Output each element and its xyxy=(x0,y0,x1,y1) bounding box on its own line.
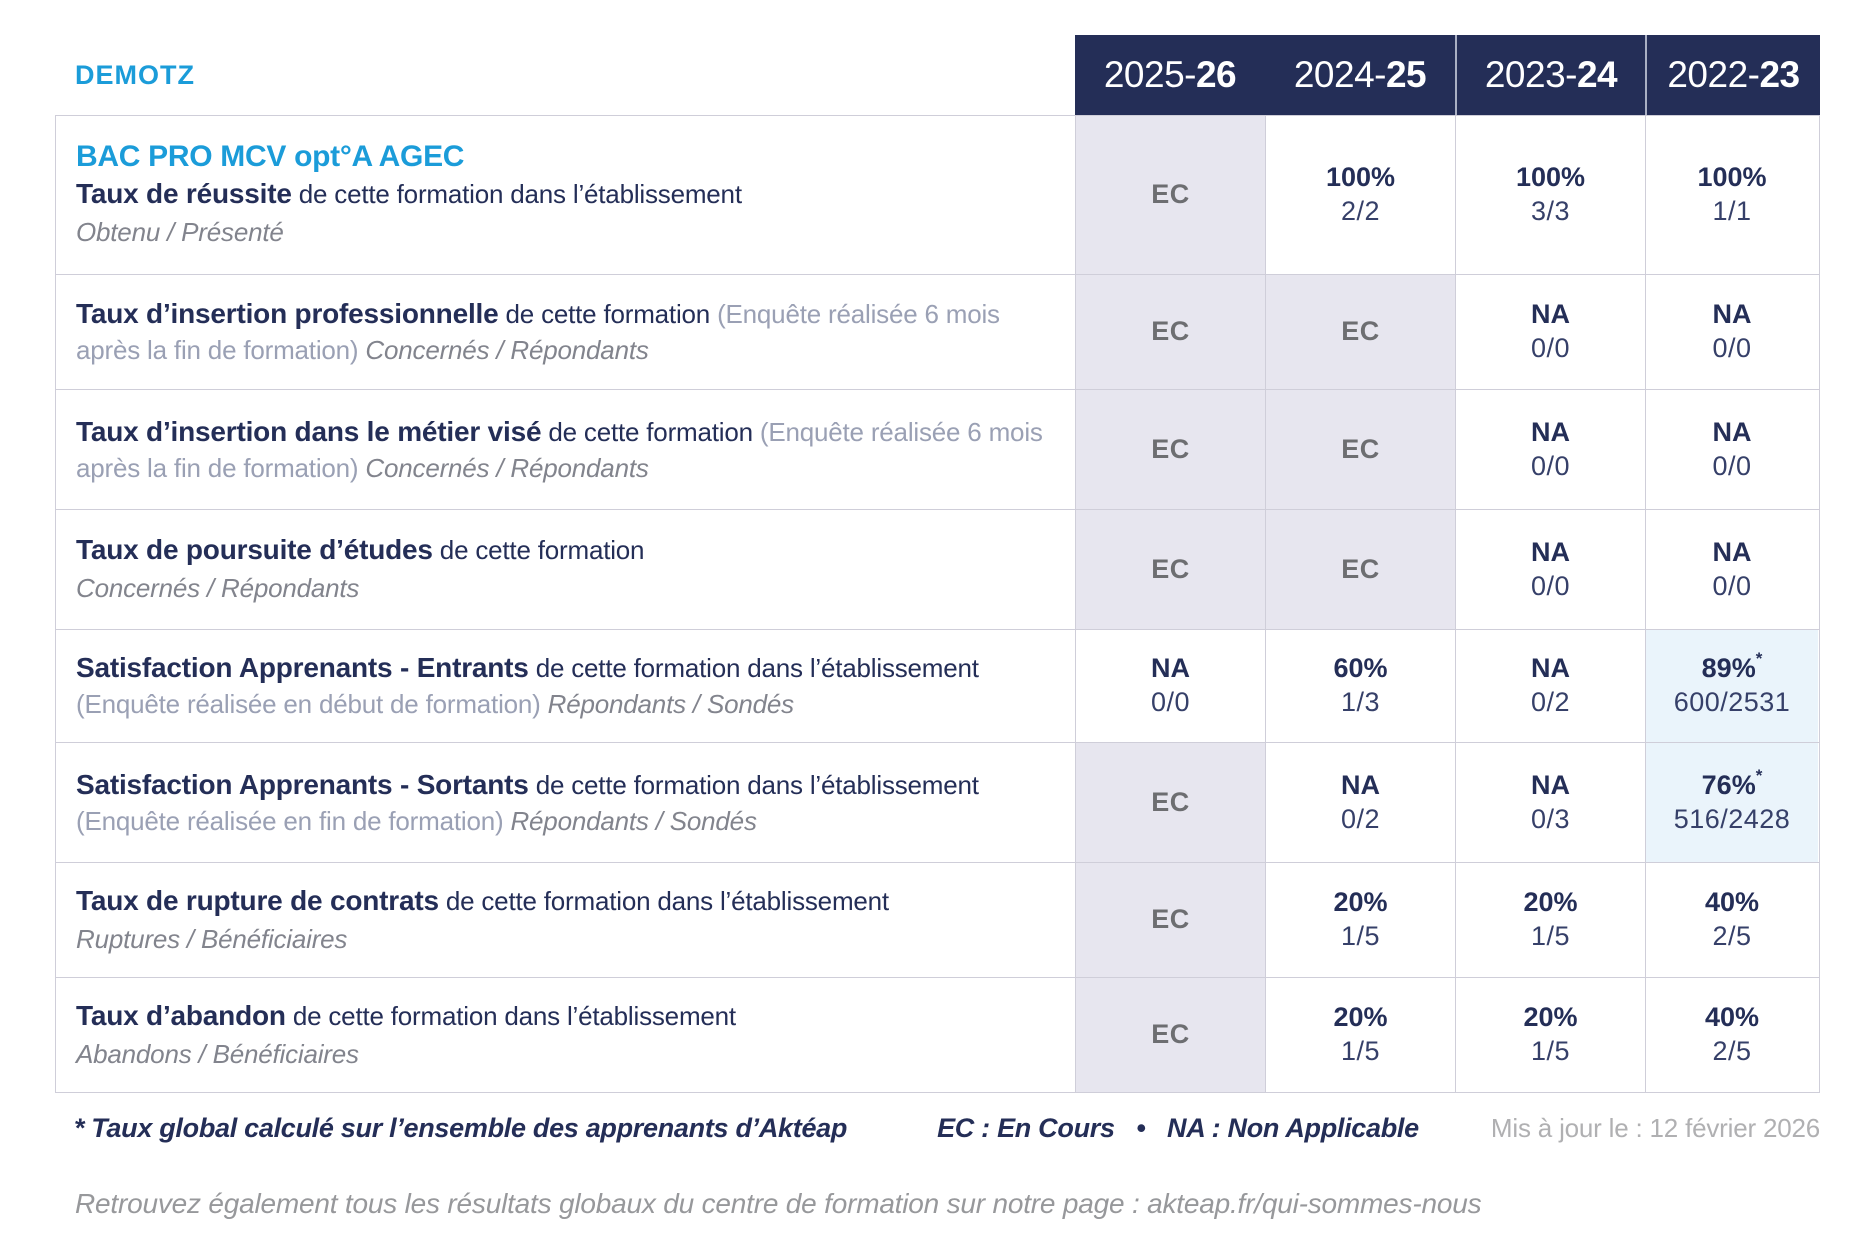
stat-cell: 40% 2/5 xyxy=(1645,863,1818,977)
indicator-title: Taux d’abandon xyxy=(76,999,286,1031)
stat-cell: NA 0/2 xyxy=(1455,630,1645,742)
row-label: Taux de rupture de contrats de cette formation dans l’établissement Ruptures / Bénéficiaires xyxy=(56,863,1075,977)
indicator-subtitle: Obtenu / Présenté xyxy=(76,216,284,247)
brand-name: DEMOTZ xyxy=(75,59,195,90)
stat-cell: 40% 2/5 xyxy=(1645,978,1818,1092)
website-note: Retrouvez également tous les résultats globaux du centre de formation sur notre page : akteap.fr/qui-sommes-nous xyxy=(75,1188,1482,1219)
table-row xyxy=(56,977,1819,1092)
stat-cell: 100% 2/2 xyxy=(1265,116,1455,274)
year-header-2022-23: 2022- 23 xyxy=(1645,35,1820,115)
table-row xyxy=(56,509,1819,629)
row-label: Satisfaction Apprenants - Sortants de cette formation dans l’établissement (Enquête réalisée en fin de formation) Répondants / Sondés xyxy=(76,768,979,836)
stat-cell: 20% 1/5 xyxy=(1265,863,1455,977)
table-row xyxy=(56,116,1819,274)
stat-cell: 20% 1/5 xyxy=(1265,978,1455,1092)
indicator-title: Taux de rupture de contrats xyxy=(76,884,439,916)
table-row xyxy=(56,389,1819,509)
table-row xyxy=(56,862,1819,977)
year-header-2025-26: 2025- 26 xyxy=(1075,35,1265,115)
indicator-title: Taux d’insertion professionnelle xyxy=(76,298,499,330)
row-label: Taux d’abandon de cette formation dans l’établissement Abandons / Bénéficiaires xyxy=(56,978,1075,1092)
stat-cell: EC xyxy=(1075,116,1265,274)
stat-cell: NA 0/0 xyxy=(1075,630,1265,742)
stat-cell: EC xyxy=(1265,510,1455,629)
stat-cell: 100% 3/3 xyxy=(1455,116,1645,274)
stat-cell: EC xyxy=(1265,275,1455,389)
stat-cell: EC xyxy=(1075,510,1265,629)
stat-cell: EC xyxy=(1075,390,1265,509)
stat-cell: NA 0/0 xyxy=(1455,390,1645,509)
asterisk: * xyxy=(75,1113,86,1143)
stat-cell: EC xyxy=(1075,863,1265,977)
table-row xyxy=(56,742,1819,862)
stat-cell-global: 89%* 600/2531 xyxy=(1645,630,1818,742)
stat-cell: EC xyxy=(1265,390,1455,509)
stat-cell-global: 76%* 516/2428 xyxy=(1645,743,1818,862)
stat-cell: 60% 1/3 xyxy=(1265,630,1455,742)
stat-cell: 100% 1/1 xyxy=(1645,116,1818,274)
stat-cell: NA 0/0 xyxy=(1455,510,1645,629)
stat-cell: NA 0/2 xyxy=(1265,743,1455,862)
year-header-2023-24: 2023- 24 xyxy=(1455,35,1645,115)
indicator-title: Taux de poursuite d’études xyxy=(76,534,433,566)
table-row xyxy=(56,274,1819,389)
footnote-bar xyxy=(55,1113,1820,1144)
indicator-subtitle: Concernés / Répondants xyxy=(76,573,360,604)
stat-cell: EC xyxy=(1075,275,1265,389)
row-label: Taux d’insertion dans le métier visé de cette formation (Enquête réalisée 6 mois après la fin de formation) Concernés / Répondants xyxy=(76,415,1043,483)
stat-cell: NA 0/0 xyxy=(1455,275,1645,389)
abbreviation-legend: EC : En Cours • NA : Non Applicable xyxy=(937,1113,1419,1143)
indicator-subtitle: Abandons / Bénéficiaires xyxy=(76,1038,359,1069)
stat-cell: NA 0/0 xyxy=(1645,275,1818,389)
stat-cell: EC xyxy=(1075,978,1265,1092)
indicator-title: Satisfaction Apprenants - Sortants xyxy=(76,768,529,800)
table-row xyxy=(56,629,1819,742)
indicator-title: Taux de réussite xyxy=(76,177,292,209)
row-label: Taux de poursuite d’études de cette formation Concernés / Répondants xyxy=(56,510,1075,629)
global-rate-footnote: * Taux global calculé sur l’ensemble des apprenants d’Aktéap xyxy=(75,1113,848,1143)
last-updated: Mis à jour le : 12 février 2026 xyxy=(1490,1113,1820,1143)
indicator-title: Satisfaction Apprenants - Entrants xyxy=(76,652,529,684)
row-label: Taux d’insertion professionnelle de cette formation (Enquête réalisée 6 mois après la fin de formation) Concernés / Répondants xyxy=(76,298,1000,366)
footnote-star: * xyxy=(1755,765,1763,785)
program-title: BAC PRO MCV opt°A AGEC xyxy=(76,139,465,173)
results-table xyxy=(55,115,1820,1093)
row-label: Satisfaction Apprenants - Entrants de cette formation dans l’établissement (Enquête réalisée en début de formation) Répondants / Sondés xyxy=(76,652,979,720)
header-bar xyxy=(55,35,1820,115)
stat-cell: EC xyxy=(1075,743,1265,862)
footnote-star: * xyxy=(1755,649,1763,669)
indicator-title: Taux d’insertion dans le métier visé xyxy=(76,415,542,447)
stat-cell: NA 0/0 xyxy=(1645,510,1818,629)
year-header-2024-25: 2024- 25 xyxy=(1265,35,1455,115)
stat-cell: 20% 1/5 xyxy=(1455,863,1645,977)
stat-cell: NA 0/0 xyxy=(1645,390,1818,509)
stat-cell: 20% 1/5 xyxy=(1455,978,1645,1092)
row-label: BAC PRO MCV opt°A AGEC Taux de réussite de cette formation dans l’établissement Obtenu / Présenté xyxy=(56,116,1075,274)
stat-cell: NA 0/3 xyxy=(1455,743,1645,862)
indicator-subtitle: Ruptures / Bénéficiaires xyxy=(76,923,348,954)
